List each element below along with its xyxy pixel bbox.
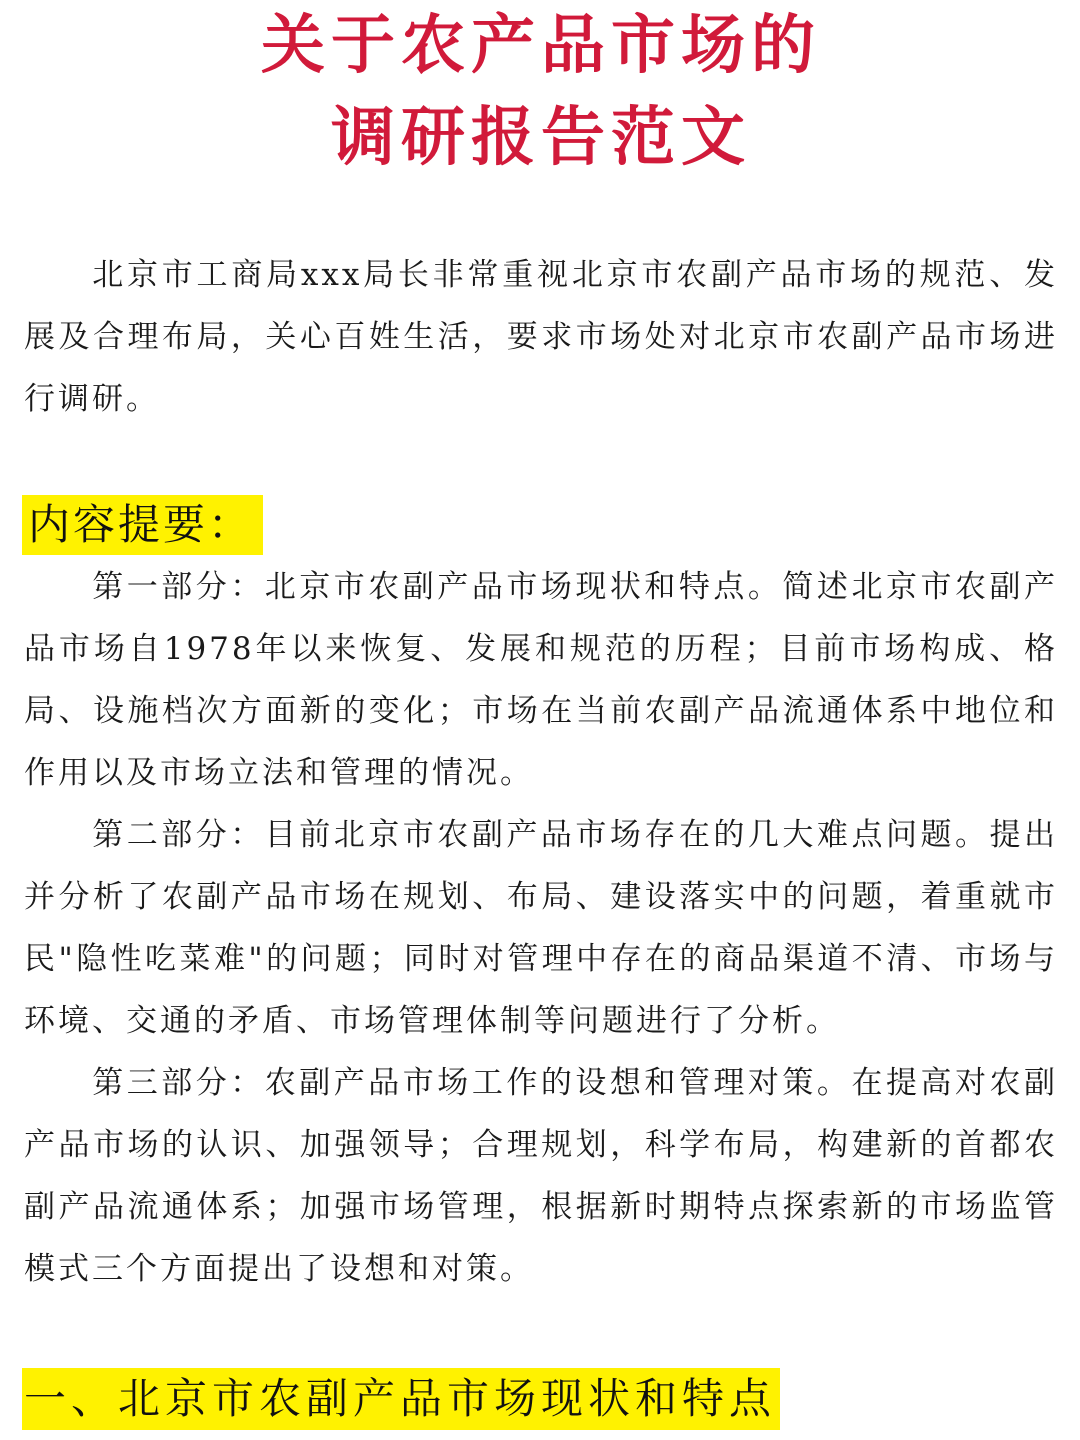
title-line-2: 调研报告范文: [331, 100, 751, 175]
intro-paragraph: 北京市工商局xxx局长非常重视北京市农副产品市场的规范、发展及合理布局，关心百姓生活，要求市场处对北京市农副产品市场进行调研。: [24, 257, 1058, 417]
title-line-1: 关于农产品市场的: [261, 8, 821, 83]
section-heading: 一、北京市农副产品市场现状和特点: [22, 1368, 780, 1430]
part-three-paragraph: 第三部分：农副产品市场工作的设想和管理对策。在提高对农副产品市场的认识、加强领导；合理规划，科学布局，构建新的首都农副产品流通体系；加强市场管理，根据新时期特点探索新的市场监管模式三个方面提出了设想和对策。: [24, 1065, 1058, 1287]
summary-parts: [24, 556, 1058, 1300]
intro-section: [24, 244, 1058, 430]
document-title: [24, 0, 1058, 184]
summary-heading: 内容提要：: [22, 495, 263, 555]
part-two-paragraph: 第二部分：目前北京市农副产品市场存在的几大难点问题。提出并分析了农副产品市场在规划、布局、建设落实中的问题，着重就市民"隐性吃菜难"的问题；同时对管理中存在的商品渠道不清、市场与环境、交通的矛盾、市场管理体制等问题进行了分析。: [24, 817, 1058, 1039]
part-one-paragraph: 第一部分：北京市农副产品市场现状和特点。简述北京市农副产品市场自1978年以来恢复、发展和规范的历程；目前市场构成、格局、设施档次方面新的变化；市场在当前农副产品流通体系中地位和作用以及市场立法和管理的情况。: [24, 569, 1058, 791]
